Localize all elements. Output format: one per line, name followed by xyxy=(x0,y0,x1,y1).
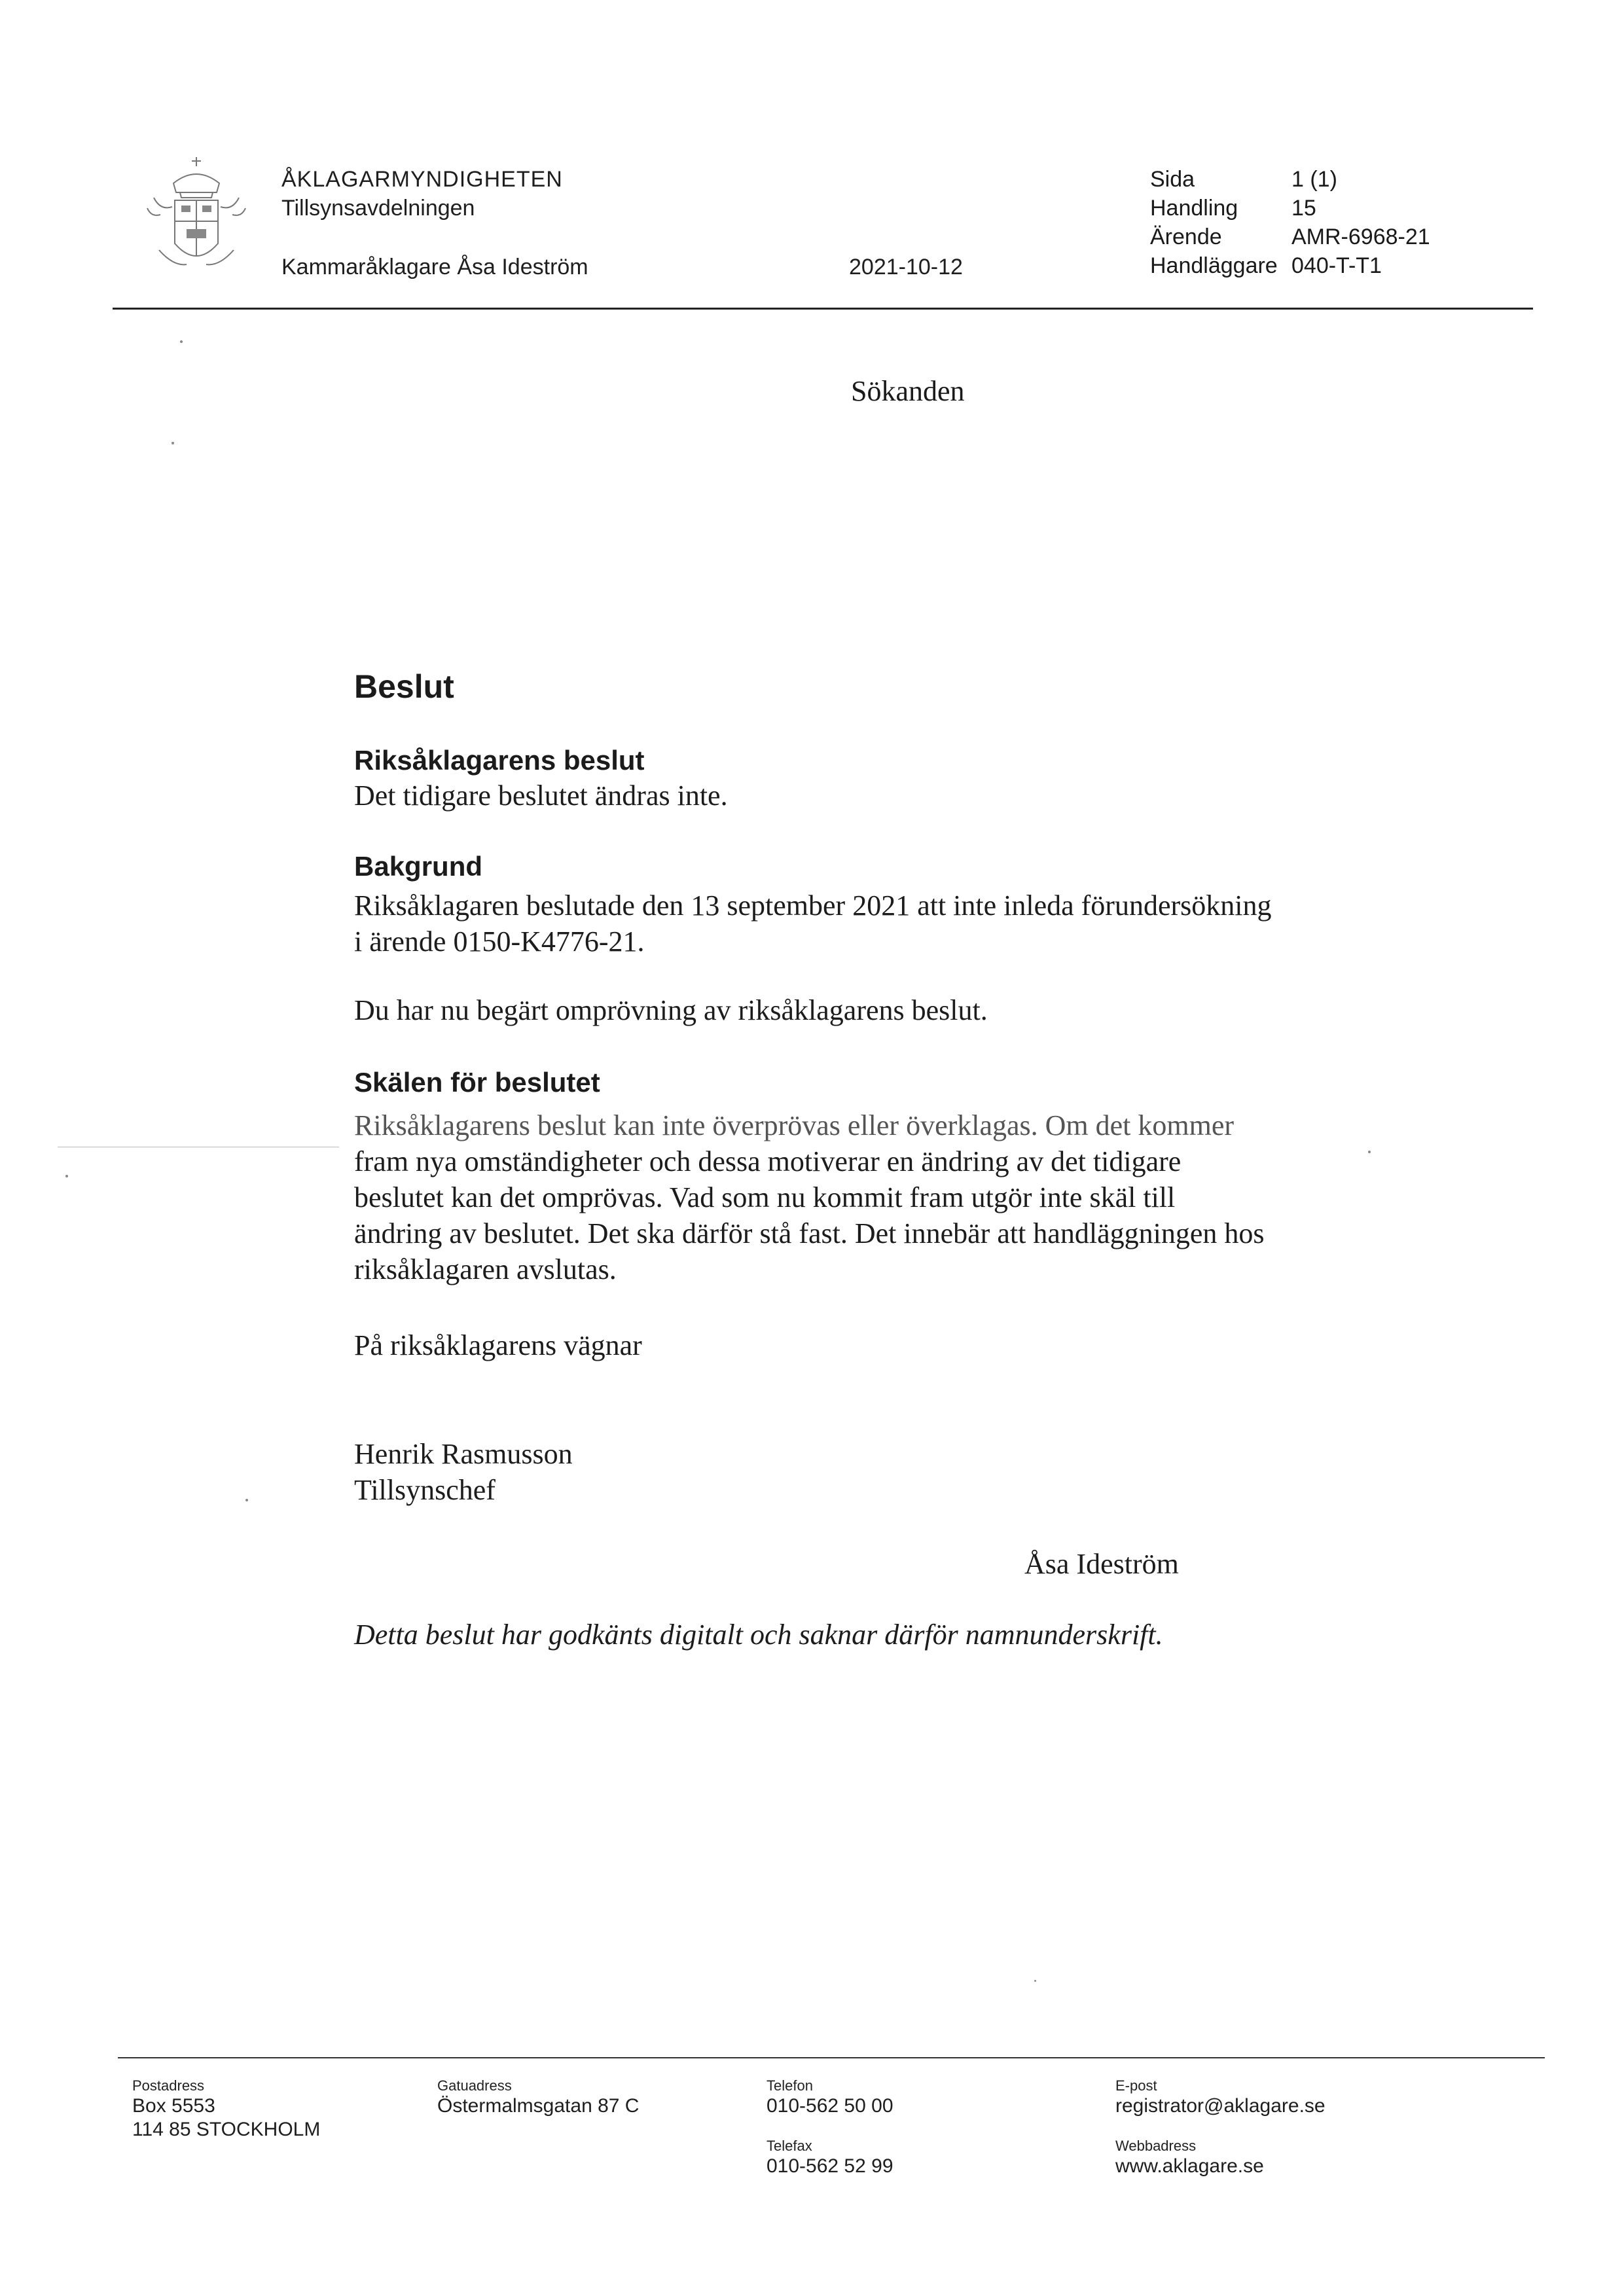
reasons-line: fram nya omständigheter och dessa motiverar en ändring av det tidigare xyxy=(354,1145,1182,1177)
reasons-line: Riksåklagarens beslut kan inte överprövas eller överklagas. Om det kommer xyxy=(354,1109,1235,1141)
email-label: E-post xyxy=(1115,2077,1157,2094)
document-meta xyxy=(1150,165,1430,280)
scan-speck xyxy=(65,1175,68,1177)
scan-speck xyxy=(245,1499,248,1501)
meta-value: 15 xyxy=(1291,196,1316,221)
decision-text: Det tidigare beslutet ändras inte. xyxy=(354,780,728,812)
coat-of-arms-logo xyxy=(134,152,259,289)
document-date: 2021-10-12 xyxy=(849,255,963,279)
meta-row-handler xyxy=(1150,251,1430,280)
meta-row-page xyxy=(1150,165,1430,194)
postal-label: Postadress xyxy=(132,2077,205,2094)
footer-email-web xyxy=(1115,2077,1326,2178)
meta-value: AMR-6968-21 xyxy=(1291,224,1430,249)
fax-number: 010-562 52 99 xyxy=(767,2155,893,2177)
reasons-line: riksåklagaren avslutas. xyxy=(354,1253,617,1285)
reasons-paragraph xyxy=(354,1107,1375,1287)
reasons-heading: Skälen för beslutet xyxy=(354,1067,600,1098)
background-paragraph-2: Du har nu begärt omprövning av riksåklagarens beslut. xyxy=(354,994,988,1026)
postal-line: 114 85 STOCKHOLM xyxy=(132,2119,321,2140)
meta-row-case xyxy=(1150,223,1430,251)
street-label: Gatuadress xyxy=(437,2077,512,2094)
scan-speck xyxy=(171,442,174,444)
header-divider xyxy=(113,308,1533,310)
footer-phone-fax xyxy=(767,2077,893,2178)
signer-name: Henrik Rasmusson xyxy=(354,1438,573,1470)
fax-label: Telefax xyxy=(767,2138,812,2154)
meta-label: Sida xyxy=(1150,167,1195,192)
background-line: i ärende 0150-K4776-21. xyxy=(354,925,645,958)
digital-approval-note: Detta beslut har godkänts digitalt och saknar därför namnunderskrift. xyxy=(354,1619,1163,1651)
document-title: Beslut xyxy=(354,668,454,705)
postal-line: Box 5553 xyxy=(132,2095,215,2117)
web-label: Webbadress xyxy=(1115,2138,1197,2154)
background-heading: Bakgrund xyxy=(354,851,483,882)
footer-divider xyxy=(118,2057,1545,2058)
meta-row-handling xyxy=(1150,194,1430,223)
reasons-section xyxy=(354,1067,1375,1287)
scan-speck xyxy=(180,340,183,343)
web-address[interactable]: www.aklagare.se xyxy=(1115,2155,1264,2177)
organization-name: ÅKLAGARMYNDIGHETEN xyxy=(281,167,563,192)
reasons-line: ändring av beslutet. Det ska därför stå fast. Det innebär att handläggningen hos xyxy=(354,1217,1265,1249)
department-name: Tillsynsavdelningen xyxy=(281,196,475,221)
street-line: Östermalmsgatan 87 C xyxy=(437,2095,640,2117)
meta-label: Ärende xyxy=(1150,224,1222,249)
footer-postal xyxy=(132,2077,320,2142)
recipient: Sökanden xyxy=(851,375,965,407)
decision-section xyxy=(354,745,1375,814)
footer-street xyxy=(437,2077,639,2118)
on-behalf-text: På riksåklagarens vägnar xyxy=(354,1329,642,1361)
phone-number: 010-562 50 00 xyxy=(767,2095,893,2117)
meta-value: 1 (1) xyxy=(1291,167,1337,192)
signer-title: Tillsynschef xyxy=(354,1474,496,1506)
meta-label: Handläggare xyxy=(1150,253,1278,278)
decision-heading: Riksåklagarens beslut xyxy=(354,745,645,776)
phone-label: Telefon xyxy=(767,2077,813,2094)
scan-speck xyxy=(1368,1151,1371,1153)
email-address[interactable]: registrator@aklagare.se xyxy=(1115,2095,1326,2117)
background-line: Riksåklagaren beslutade den 13 september 2021 att inte inleda förundersökning xyxy=(354,889,1272,922)
background-paragraph xyxy=(354,888,1375,960)
reasons-line: beslutet kan det omprövas. Vad som nu kommit fram utgör inte skäl till xyxy=(354,1181,1176,1213)
scan-speck xyxy=(1034,1980,1036,1982)
prosecutor-name: Kammaråklagare Åsa Ideström xyxy=(281,255,588,279)
background-section xyxy=(354,851,1375,1028)
meta-label: Handling xyxy=(1150,196,1238,221)
handler-name: Åsa Ideström xyxy=(1024,1548,1179,1580)
meta-value: 040-T-T1 xyxy=(1291,253,1382,278)
